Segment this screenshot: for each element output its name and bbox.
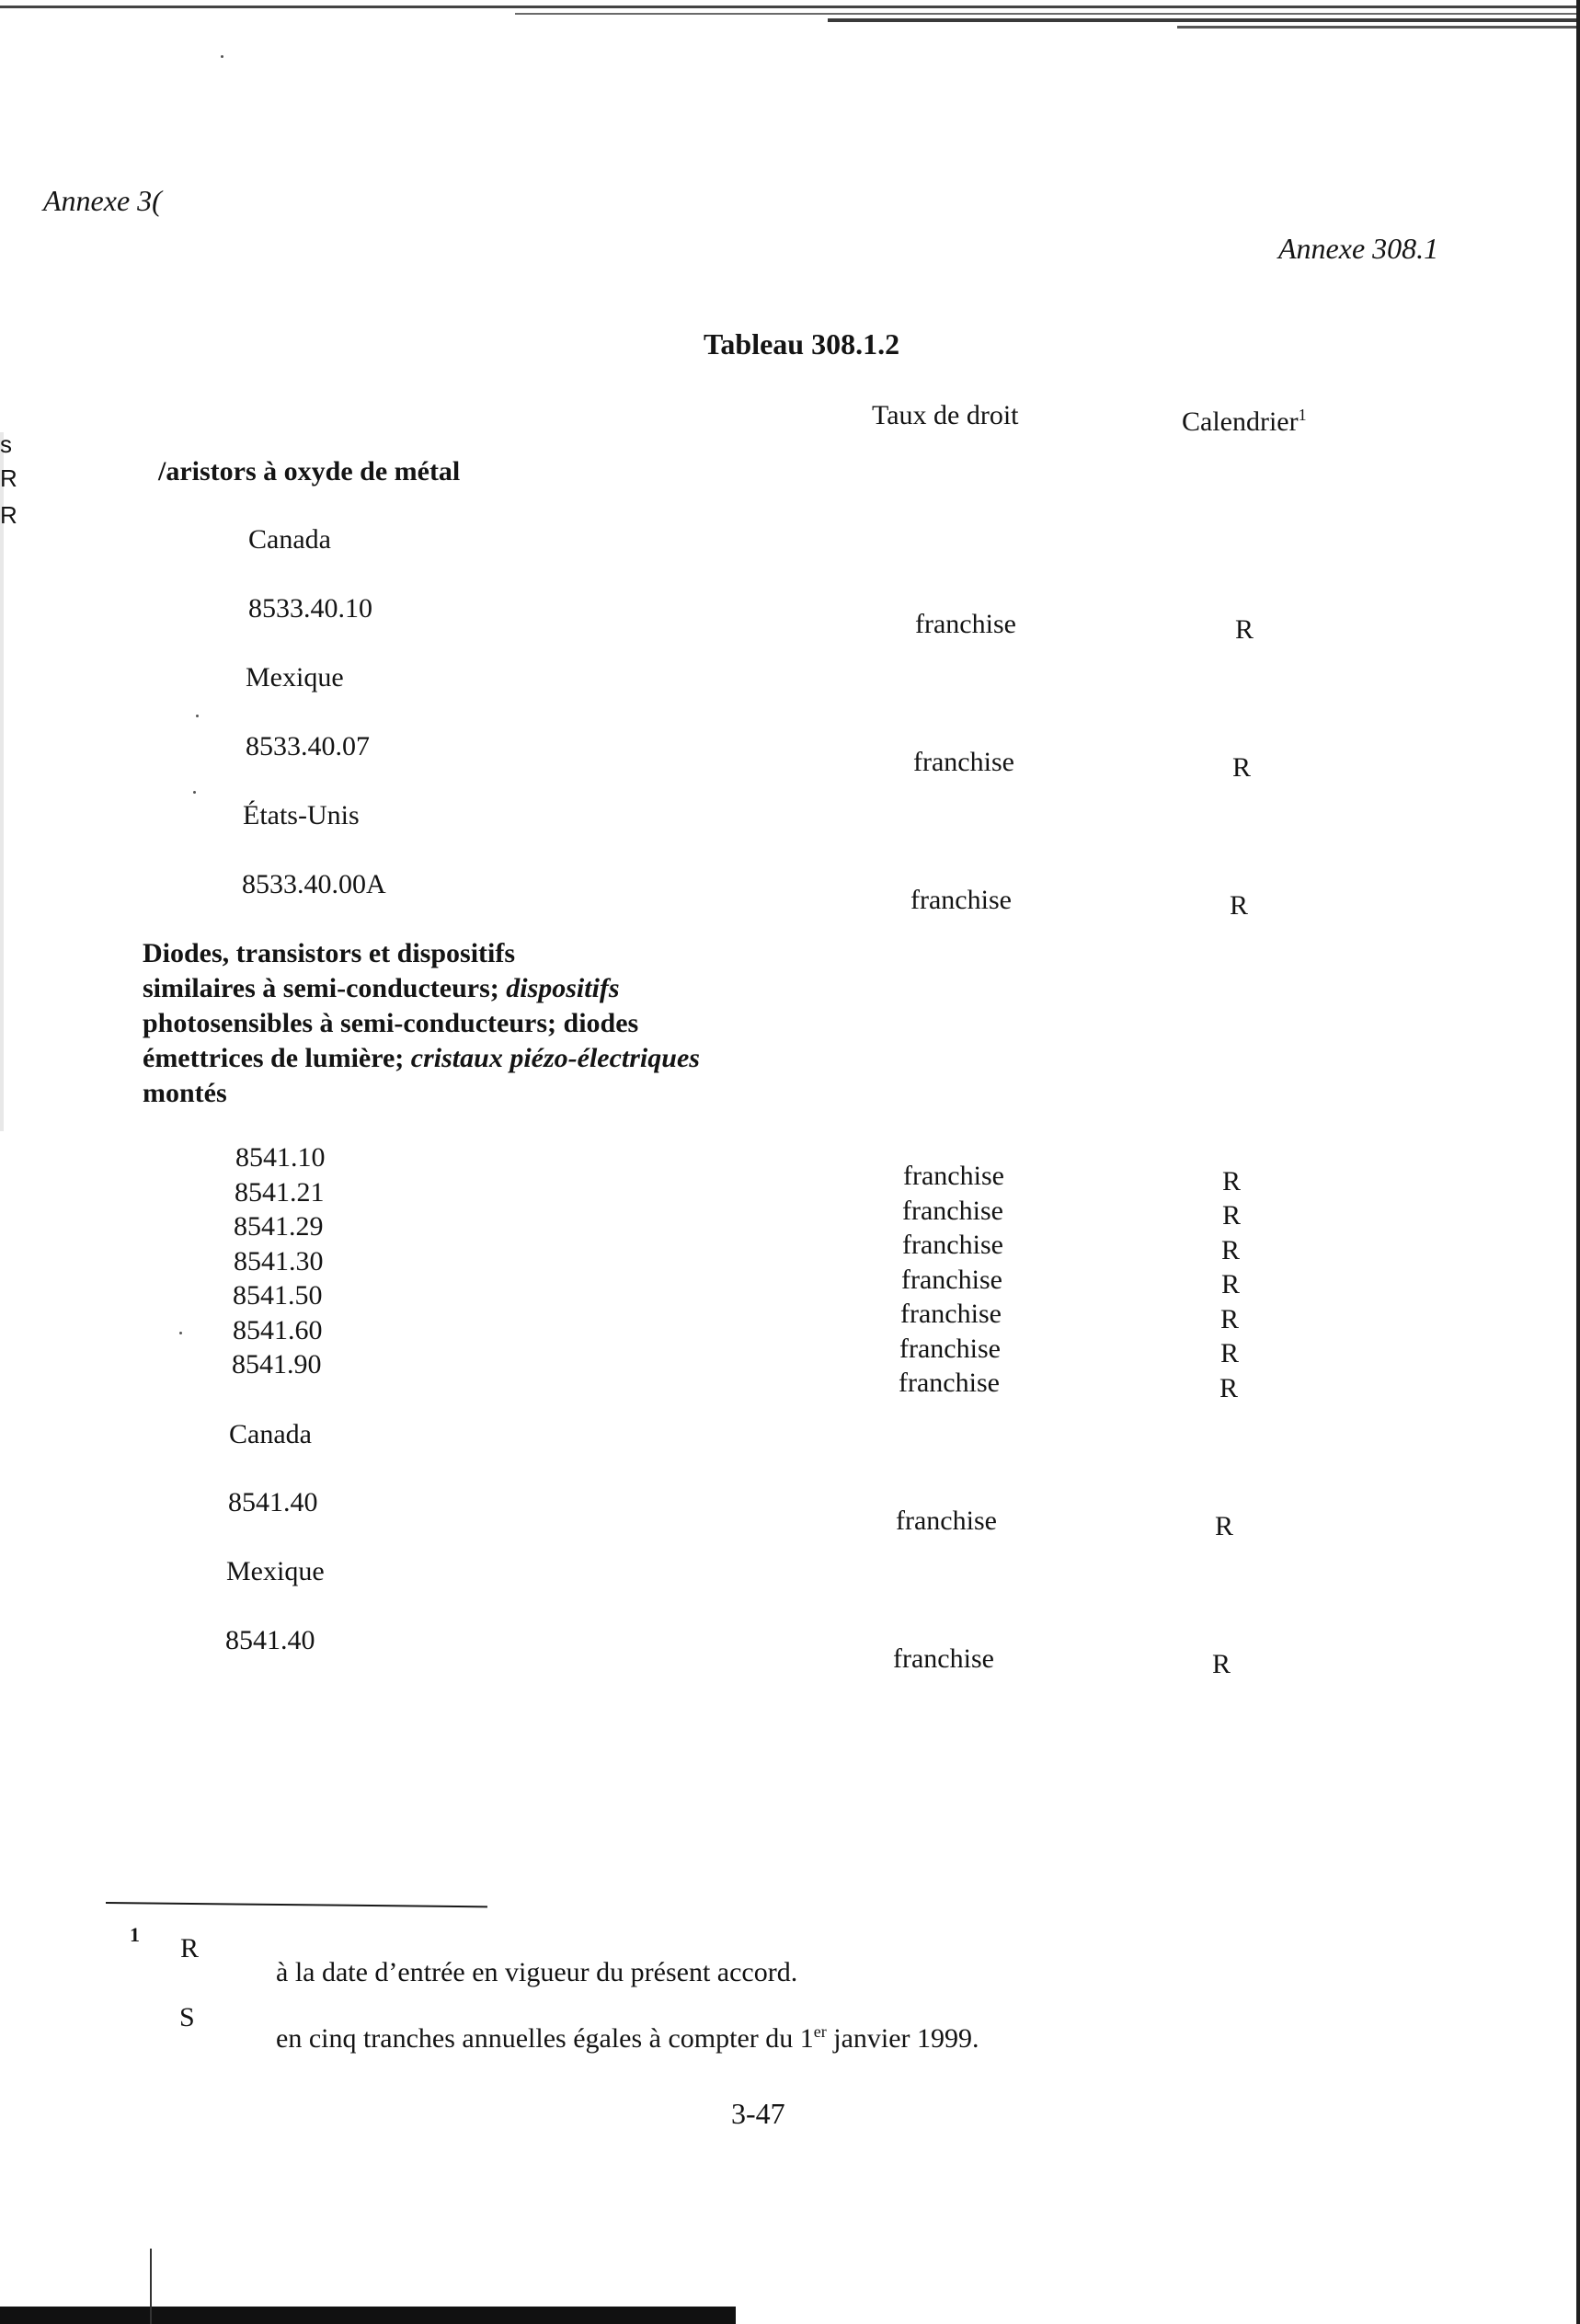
table-title: Tableau 308.1.2	[704, 327, 900, 361]
tariff-code: 8533.40.07	[246, 731, 370, 761]
country-label: États-Unis	[243, 800, 360, 830]
heading-line: montés	[143, 1078, 227, 1108]
duty-rate: franchise	[913, 747, 1014, 777]
country-label: Canada	[248, 524, 331, 555]
tariff-code: 8541.30	[234, 1246, 324, 1276]
duty-rate: franchise	[903, 1161, 1004, 1191]
tariff-code: 8541.29	[234, 1211, 324, 1242]
heading-line: photosensibles à semi-conducteurs; diodes	[143, 1008, 639, 1038]
heading-line: similaires à semi-conducteurs; dispositifs	[143, 973, 620, 1003]
tariff-code: 8541.60	[233, 1315, 323, 1345]
scan-left-edge	[0, 432, 4, 1131]
schedule-code: R	[1221, 1269, 1241, 1299]
scan-speck	[179, 1332, 182, 1334]
schedule-code: R	[1212, 1649, 1231, 1679]
tariff-code: 8541.90	[232, 1349, 322, 1380]
duty-rate: franchise	[899, 1368, 1000, 1398]
scan-speck	[221, 55, 223, 58]
tariff-code: 8541.21	[235, 1177, 325, 1208]
schedule-code: R	[1220, 1304, 1240, 1334]
duty-rate: franchise	[893, 1643, 994, 1674]
footnote-separator	[106, 1902, 487, 1907]
schedule-code: R	[1219, 1373, 1239, 1403]
margin-mark: s	[0, 430, 12, 458]
duty-rate: franchise	[900, 1299, 1002, 1329]
schedule-code: R	[1235, 614, 1254, 645]
footnote-text: en cinq tranches annuelles égales à compter du 1er janvier 1999.	[276, 2022, 979, 2054]
duty-rate: franchise	[902, 1196, 1003, 1226]
schedule-code: R	[1222, 1166, 1242, 1196]
column-header-schedule: Calendrier$^1$	[1182, 406, 1307, 437]
duty-rate: franchise	[902, 1230, 1003, 1260]
scan-bottom-band	[0, 2307, 736, 2324]
schedule-code: R	[1232, 752, 1252, 783]
footnote-key: R	[180, 1933, 200, 1963]
header-left-annex: Annexe 3(	[43, 184, 162, 217]
tariff-code: 8533.40.00A	[242, 869, 386, 899]
duty-rate: franchise	[915, 609, 1016, 639]
scan-speck	[193, 791, 196, 794]
section-heading: /aristors à oxyde de métal	[158, 456, 461, 487]
margin-mark: R	[0, 464, 17, 492]
schedule-code: R	[1230, 890, 1249, 921]
footnote-ref: 1	[1298, 406, 1307, 424]
footnote-text: à la date d’entrée en vigueur du présent accord.	[276, 1957, 798, 1987]
tariff-code: 8541.40	[228, 1487, 318, 1517]
footnote-marker: 1	[130, 1923, 140, 1946]
heading-line: Diodes, transistors et dispositifs	[143, 938, 516, 968]
country-label: Mexique	[226, 1556, 325, 1586]
country-label: Canada	[229, 1419, 312, 1449]
country-label: Mexique	[246, 662, 344, 693]
schedule-code: R	[1221, 1235, 1241, 1265]
duty-rate: franchise	[910, 885, 1012, 915]
duty-rate: franchise	[901, 1265, 1002, 1295]
heading-line: émettrices de lumière; cristaux piézo-électriques	[143, 1043, 700, 1073]
scan-speck	[196, 715, 199, 717]
tariff-code: 8541.50	[233, 1280, 323, 1311]
schedule-code: R	[1220, 1338, 1240, 1368]
duty-rate: franchise	[896, 1505, 997, 1536]
tariff-code: 8533.40.10	[248, 593, 372, 624]
scan-right-edge	[1576, 0, 1580, 2324]
duty-rate: franchise	[899, 1334, 1001, 1364]
scan-top-edge	[0, 0, 1580, 31]
header-right-annex: Annexe 308.1	[1278, 232, 1439, 265]
section-heading	[143, 936, 700, 1111]
margin-mark: R	[0, 501, 17, 529]
schedule-code: R	[1215, 1511, 1234, 1541]
schedule-code: R	[1222, 1200, 1242, 1231]
tariff-code: 8541.40	[225, 1625, 315, 1655]
scan-vertical-mark	[150, 2249, 152, 2324]
tariff-code: 8541.10	[235, 1142, 326, 1173]
page-number: 3-47	[731, 2097, 785, 2130]
footnote-key: S	[179, 2002, 195, 2032]
column-header-rate: Taux de droit	[872, 400, 1019, 430]
